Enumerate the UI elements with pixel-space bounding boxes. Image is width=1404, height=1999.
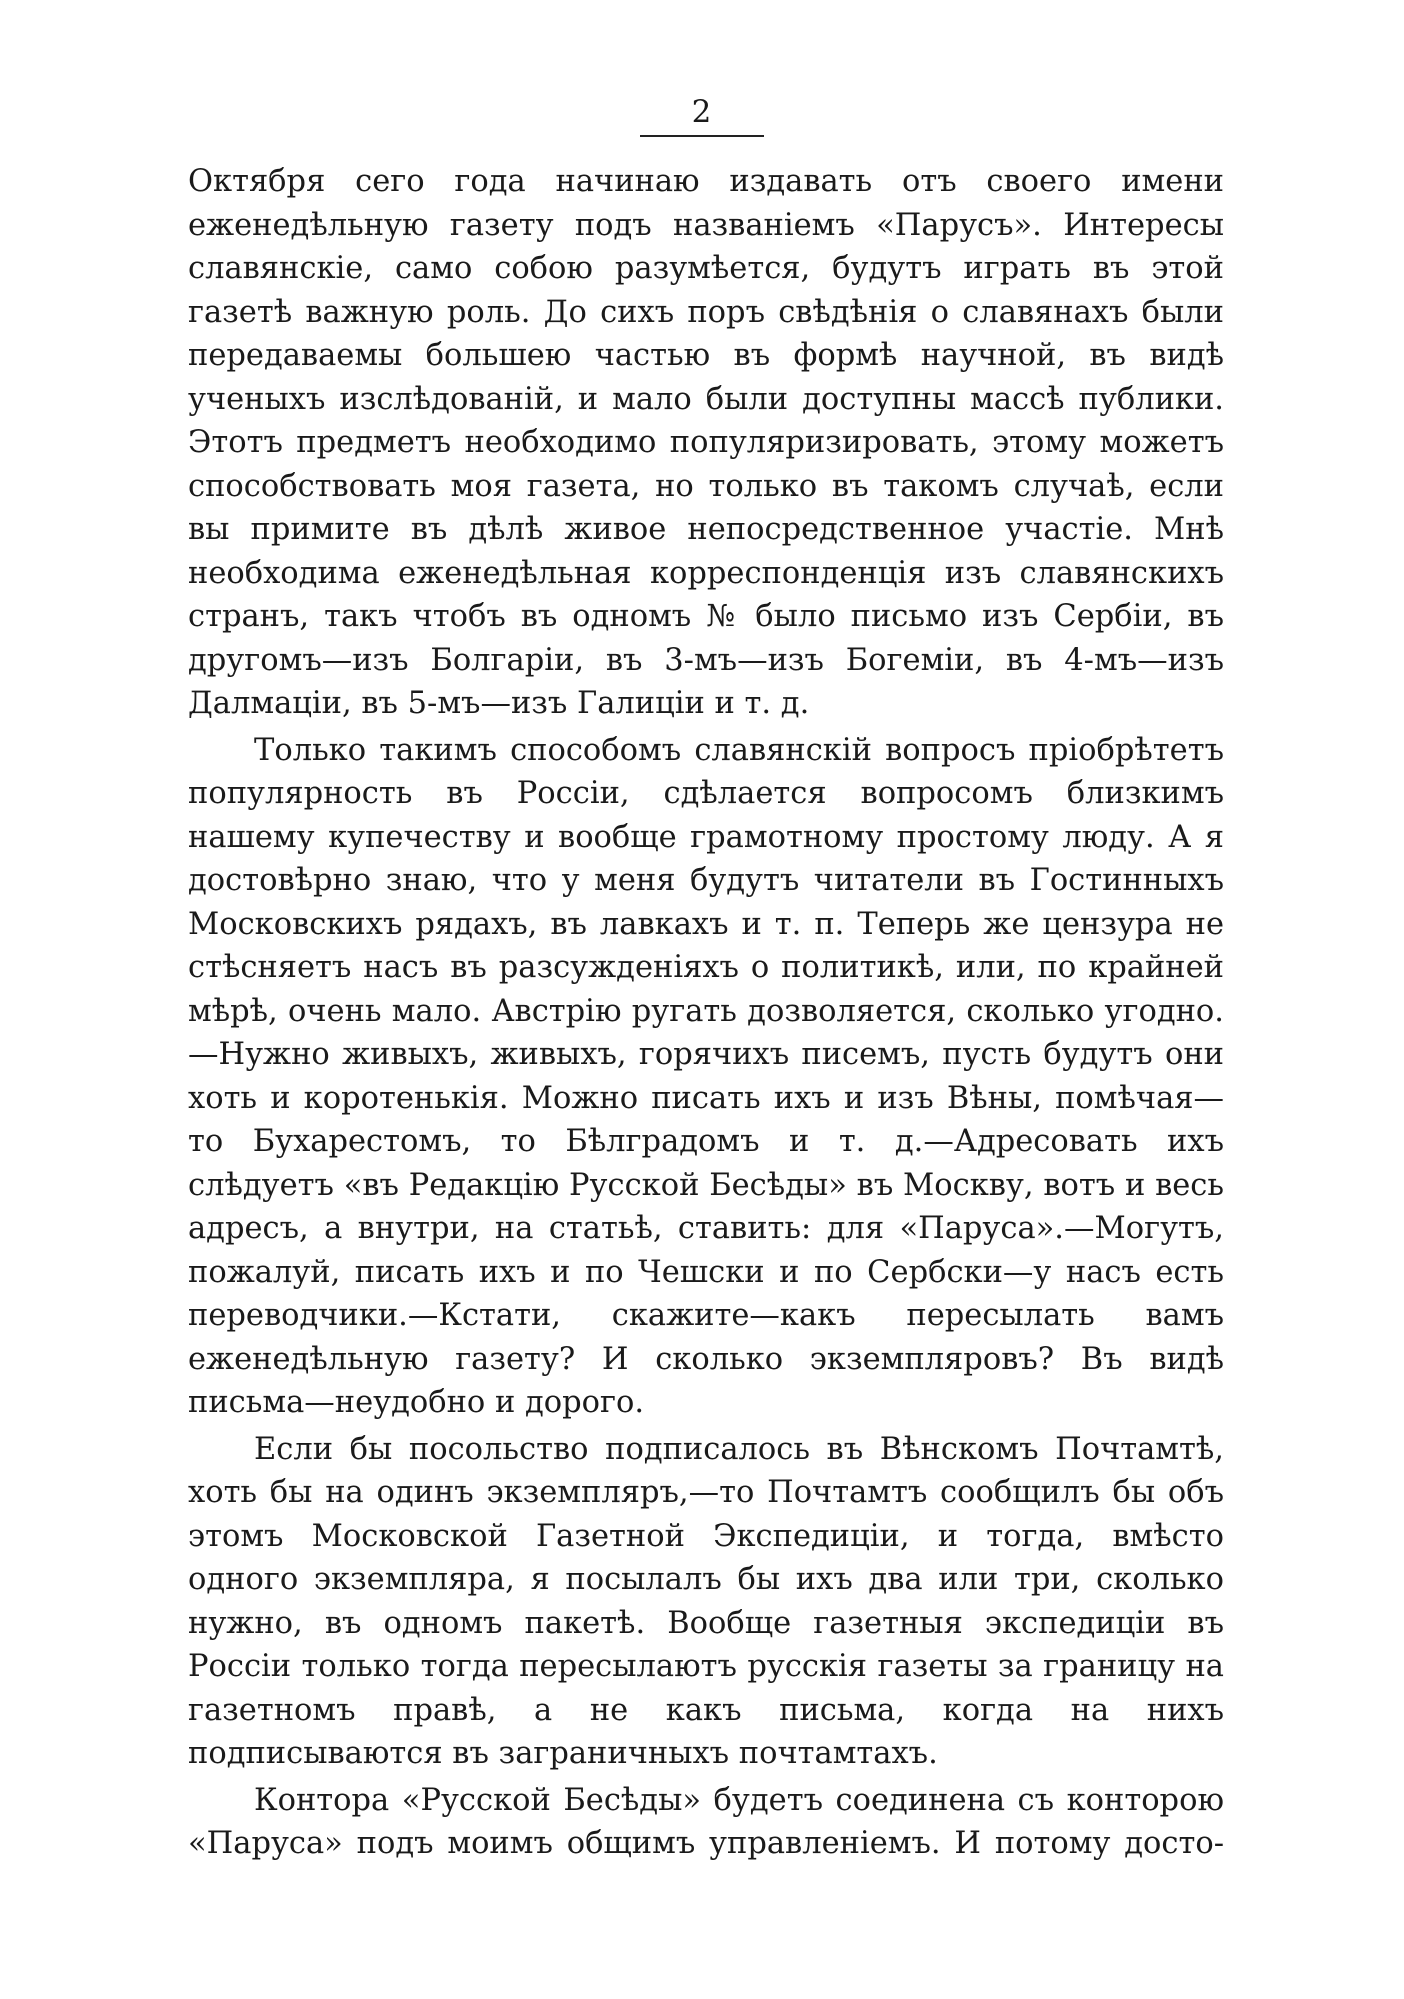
body-text	[188, 160, 1224, 1866]
paragraph: Если бы посольство подписалось въ Вѣнскомъ Почтамтѣ, хоть бы на одинъ экземпляръ,—то Почтамтъ сообщилъ бы объ этомъ Московской Газетной Экспедиціи, и тогда, вмѣсто одного экземпляра, я посылалъ бы ихъ два или три, сколько нужно, въ одномъ пакетѣ. Вообще газетныя экспедиціи въ Россіи только тогда пересылаютъ русскія газеты за границу на газетномъ правѣ, а не какъ письма, когда на нихъ подписываются въ заграничныхъ почтамтахъ.	[188, 1431, 1224, 1771]
page-number: 2	[691, 94, 713, 130]
paragraph: Только такимъ способомъ славянскій вопросъ пріобрѣтетъ популярность въ Россіи, сдѣлается вопросомъ близкимъ нашему купечеству и вообще грамотному простому люду. А я достовѣрно знаю, что у меня будутъ читатели въ Гостинныхъ Московскихъ рядахъ, въ лавкахъ и т. п. Теперь же цензура не стѣсняетъ насъ въ разсужденіяхъ о политикѣ, или, по крайней мѣрѣ, очень мало. Австрію ругать дозволяется, сколько угодно.—Нужно живыхъ, живыхъ, горячихъ писемъ, пусть будутъ они хоть и коротенькія. Можно писать ихъ и изъ Вѣны, помѣчая—то Бухарестомъ, то Бѣлградомъ и т. д.—Адресовать ихъ слѣдуетъ «въ Редакцію Русской Бесѣды» въ Москву, вотъ и весь адресъ, а внутри, на статьѣ, ставить: для «Паруса».—Могутъ, пожалуй, писать ихъ и по Чешски и по Сербски—у насъ есть переводчики.—Кстати, скажите—какъ пересылать вамъ еженедѣльную газету? И сколько экземпляровъ? Въ видѣ письма—неудобно и дорого.	[188, 732, 1224, 1420]
paragraph: Октября сего года начинаю издавать отъ своего имени еженедѣльную газету подъ названіемъ «Парусъ». Интересы славянскіе, само собою разумѣется, будутъ играть въ этой газетѣ важную роль. До сихъ поръ свѣдѣнія о славянахъ были передаваемы большею частью въ формѣ научной, въ видѣ ученыхъ изслѣдованій, и мало были доступны массѣ публики. Этотъ предметъ необходимо популяризировать, этому можетъ способствовать моя газета, но только въ такомъ случаѣ, если вы примите въ дѣлѣ живое непосредственное участіе. Мнѣ необходима еженедѣльная корреспонденція изъ славянскихъ странъ, такъ чтобъ въ одномъ № было письмо изъ Сербіи, въ другомъ—изъ Болгаріи, въ 3-мъ—изъ Богеміи, въ 4-мъ—изъ Далмаціи, въ 5-мъ—изъ Галиціи и т. д.	[188, 164, 1224, 721]
paragraph: Контора «Русской Бесѣды» будетъ соединена съ конторою «Паруса» подъ моимъ общимъ управленіемъ. И потому досто-	[188, 1782, 1224, 1861]
page-number-rule	[640, 135, 764, 137]
